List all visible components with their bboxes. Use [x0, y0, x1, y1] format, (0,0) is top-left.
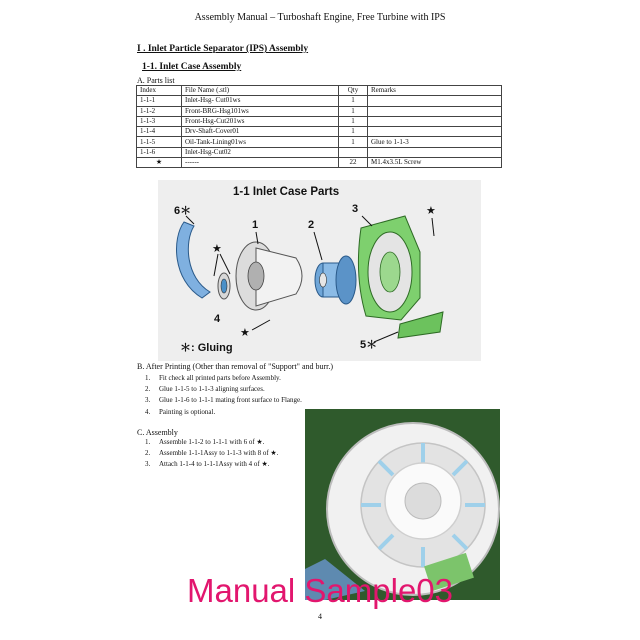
part-2-rear — [336, 256, 356, 304]
callout-5-arrow — [374, 332, 398, 342]
callout-star-bottom: ★ — [240, 327, 250, 339]
part-6-shape — [177, 222, 210, 298]
list-item: 1. Fit check all printed parts before Assembly. — [145, 374, 281, 382]
column-header: File Name (.stl) — [182, 86, 339, 96]
table-cell — [339, 147, 368, 157]
column-header: Remarks — [368, 86, 502, 96]
column-header: Index — [137, 86, 182, 96]
list-item: 2. Glue 1-1-5 to 1-1-3 aligning surfaces. — [145, 385, 265, 394]
table-row — [137, 137, 502, 147]
callout-5: 5＊ — [360, 339, 378, 351]
table-cell — [368, 147, 502, 157]
table-cell: 1-1-4 — [137, 127, 182, 137]
parts-image-title: 1-1 Inlet Case Parts — [233, 186, 340, 198]
part-4-bore — [221, 279, 227, 293]
table-cell — [368, 96, 502, 106]
table-cell: ------ — [182, 158, 339, 168]
callout-star-left-arrow-2 — [220, 254, 230, 274]
table-cell: 1 — [339, 106, 368, 116]
step-text: Fit check all printed parts before Assembly. — [159, 374, 281, 382]
table-cell: 1-1-1 — [137, 96, 182, 106]
table-cell: 1-1-6 — [137, 147, 182, 157]
page-number: 4 — [318, 612, 322, 621]
callout-4: 4 — [214, 313, 221, 325]
callout-2: 2 — [308, 219, 315, 231]
table-cell: ★ — [137, 158, 182, 168]
step-text: Painting is optional. — [159, 407, 216, 416]
part-1-hub — [248, 262, 264, 290]
part-2-bore — [320, 273, 327, 287]
table-cell — [368, 106, 502, 116]
table-cell: 1-1-2 — [137, 106, 182, 116]
gluing-legend: ＊: Gluing — [180, 342, 233, 354]
table-cell: 1-1-5 — [137, 137, 182, 147]
table-row — [137, 96, 502, 106]
callout-3-arrow — [362, 216, 372, 226]
assembly-label: C. Assembly — [137, 428, 178, 437]
table-cell: Inlet-Hsg-Cut02 — [182, 147, 339, 157]
list-item: 4. Painting is optional. — [145, 407, 216, 416]
page-header: Assembly Manual – Turboshaft Engine, Free Turbine with IPS — [194, 12, 446, 23]
list-item: 3. Glue 1-1-6 to 1-1-1 mating front surface to Flange. — [145, 396, 302, 405]
assembly-steps — [145, 437, 278, 471]
table-cell: 1-1-3 — [137, 116, 182, 126]
step-text: Assemble 1-1-2 to 1-1-1 with 6 of ★. — [159, 438, 265, 446]
list-item: 1. Assemble 1-1-2 to 1-1-1 with 6 of ★. — [145, 438, 265, 446]
table-row — [137, 158, 502, 168]
table-row — [137, 127, 502, 137]
list-item: 2. Assemble 1-1-1Assy to 1-1-3 with 8 of ★. — [145, 449, 279, 458]
callout-star-top-arrow — [432, 218, 434, 236]
table-row — [137, 106, 502, 116]
step-text: Glue 1-1-6 to 1-1-1 mating front surface to Flange. — [159, 396, 302, 405]
table-row — [137, 116, 502, 126]
table-cell: Oil-Tank-Lining01ws — [182, 137, 339, 147]
table-cell: Drv-Shaft-Cover01 — [182, 127, 339, 137]
table-cell: Glue to 1-1-3 — [368, 137, 502, 147]
parts-list-label: A. Parts list — [137, 76, 175, 85]
step-text: Glue 1-1-5 to 1-1-3 aligning surfaces. — [159, 385, 265, 394]
callout-star-bottom-arrow — [252, 320, 270, 330]
table-cell: Front-BRG-Hsg101ws — [182, 106, 339, 116]
column-header: Qty — [339, 86, 368, 96]
after-printing-label: B. After Printing (Other than removal of "Support" and burr.) — [137, 362, 334, 371]
table-cell: Front-Hsg-Cut201ws — [182, 116, 339, 126]
list-item: 3. Attach 1-1-4 to 1-1-1Assy with 4 of ★. — [145, 460, 270, 469]
callout-6: 6＊ — [174, 205, 192, 217]
parts-table — [136, 85, 502, 168]
callout-2-arrow — [314, 232, 322, 260]
table-cell: 1 — [339, 137, 368, 147]
step-text: Assemble 1-1-1Assy to 1-1-3 with 8 of ★. — [159, 449, 279, 458]
table-cell: 22 — [339, 158, 368, 168]
photo-hub-bore — [405, 483, 441, 519]
after-printing-steps — [145, 373, 302, 418]
table-cell — [368, 116, 502, 126]
table-header-row — [137, 86, 502, 96]
callout-3: 3 — [352, 203, 359, 215]
table-cell: Inlet-Hsg- Cut01ws — [182, 96, 339, 106]
callout-star-left-arrow-1 — [214, 254, 218, 276]
section-title: I . Inlet Particle Separator (IPS) Assembly — [137, 44, 309, 54]
part-3-hub — [380, 252, 400, 292]
callout-1: 1 — [252, 219, 259, 231]
callout-star-top: ★ — [426, 205, 436, 217]
table-cell: 1 — [339, 116, 368, 126]
table-cell — [368, 127, 502, 137]
table-cell: 1 — [339, 96, 368, 106]
table-row — [137, 147, 502, 157]
table-cell: 1 — [339, 127, 368, 137]
watermark: Manual Sample03 — [187, 572, 453, 609]
callout-star-left: ★ — [212, 243, 222, 255]
subsection-title: 1-1. Inlet Case Assembly — [142, 62, 242, 72]
step-text: Attach 1-1-4 to 1-1-1Assy with 4 of ★. — [159, 460, 270, 469]
table-cell: M1.4x3.5L Screw — [368, 158, 502, 168]
inlet-case-parts-illustration — [158, 180, 481, 361]
